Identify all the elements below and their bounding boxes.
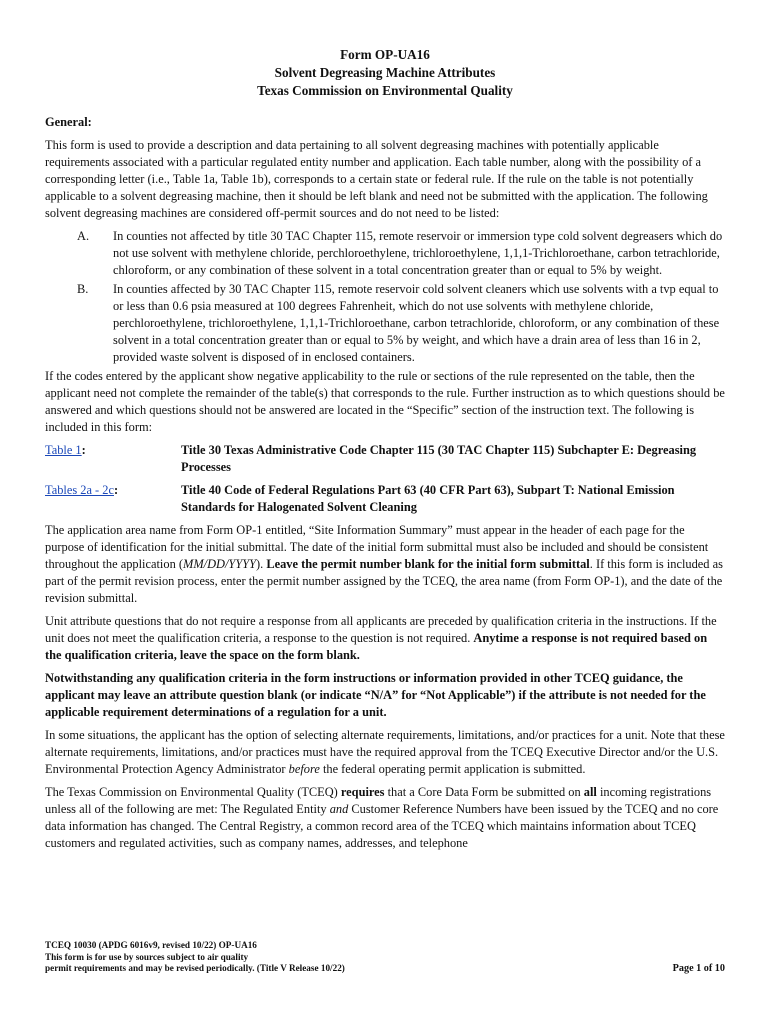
- area-name-text-2: ).: [256, 557, 267, 571]
- page-footer: [45, 940, 725, 975]
- alternate-requirements-paragraph: [45, 727, 725, 778]
- date-format: MM/DD/YYYY: [183, 557, 256, 571]
- core-bold-requires: requires: [340, 785, 385, 799]
- core-text-2: that a Core Data Form be submitted on: [384, 785, 584, 799]
- form-title-block: [45, 46, 725, 100]
- list-item-text: In counties affected by 30 TAC Chapter 115, remote reservoir cold solvent cleaners which use solvents with a tvp equal to or less than 0.6 psia measured at 100 degrees Fahrenheit, which do not use solvents with methylene chloride, perchloroethylene, trichloroethylene, 1,1,1-Trichloroethane, carbon tetrachloride, chloroform, or any combination of these solvent in a total concentration greater than or equal to 5% by weight, and which have a drain area of less than 16 in 2, provided waste solvent is disposed of in enclosed containers.: [113, 282, 720, 364]
- table-1-suffix: :: [81, 443, 86, 457]
- list-item: [45, 281, 725, 366]
- notwithstanding-paragraph: Notwithstanding any qualification criteria in the form instructions or information provided in other TCEQ guidance, the applicant may leave an attribute question blank (or indicate “N/A” for “Not Applicable”) if the attribute is not needed for the applicable requirement determinations of a regulation for a unit.: [45, 671, 706, 719]
- general-heading: General:: [45, 115, 92, 129]
- alternate-text-1: In some situations, the applicant has the option of selecting alternate requirements, limitations, and/or practices for a unit. Note that these alternate requirements, limitations, and/or practices must have the required approval from the TCEQ Executive Director and/or the U.S. Environmental Protection Agency Administrator: [45, 728, 725, 776]
- core-text-3: incoming registrations unless all of the following are met: The Regulated Entity: [45, 785, 712, 816]
- table-reference-2: [45, 482, 725, 516]
- negative-applicability-paragraph: If the codes entered by the applicant show negative applicability to the rule or sections of the rule represented on the table, then the applicant need not complete the remainder of the table(s) that corresponds to the rule. Further instruction as to which questions should be answered and which questions should not be answered are located in the “Specific” section of the instruction text. The following is included in this form:: [45, 369, 725, 434]
- agency-name: Texas Commission on Environmental Quality: [257, 83, 513, 98]
- list-item-letter: B.: [77, 282, 89, 296]
- footer-form-info: [45, 940, 345, 975]
- area-name-text-1: The application area name from Form OP-1 entitled, “Site Information Summary” must appear in the header of each page for the purpose of identification for the initial submittal. The date of the initial form submittal must also be included and should be consistent throughout the application (: [45, 523, 709, 571]
- unit-attribute-bold-text: Anytime a response is not required based on the qualification criteria, leave the space on the form blank.: [45, 631, 708, 662]
- permit-number-instruction: Leave the permit number blank for the initial form submittal: [266, 557, 590, 571]
- alternate-text-2: the federal operating permit application is submitted.: [319, 762, 586, 776]
- footer-line-3: permit requirements and may be revised periodically. (Title V Release 10/22): [45, 963, 345, 973]
- form-number: Form OP-UA16: [340, 47, 430, 62]
- off-permit-source-list: [45, 228, 725, 366]
- unit-attribute-text: Unit attribute questions that do not require a response from all applicants are preceded by qualification criteria in the instructions. If the unit does not meet the qualification criteria, a response to the question is not required.: [45, 614, 717, 645]
- unit-attribute-paragraph: [45, 613, 725, 664]
- list-item: [45, 228, 725, 279]
- form-title: Solvent Degreasing Machine Attributes: [274, 65, 496, 80]
- general-intro-paragraph: This form is used to provide a description and data pertaining to all solvent degreasing machines with potentially applicable requirements associated with a particular regulated entity number and application. Each table number, along with the possibility of a corresponding letter (i.e., Table 1a, Table 1b), corresponds to a certain state or federal rule. If the rule on the table is not potentially applicable to a solvent degreasing machine, then it should be left blank and need not be submitted with the application. The following solvent degreasing machines are considered off-permit sources and do not need to be listed:: [45, 138, 708, 220]
- area-name-text-3: . If this form is included as part of the permit revision process, enter the permit number assigned by the TCEQ, the area name (from Form OP-1), and the date of the revision submittal.: [45, 557, 723, 605]
- table-1-link[interactable]: Table 1: [45, 443, 82, 457]
- core-data-paragraph: [45, 784, 725, 852]
- tables-2-description: Title 40 Code of Federal Regulations Part 63 (40 CFR Part 63), Subpart T: National Emission Standards for Halogenated Solvent Cleaning: [181, 483, 675, 514]
- list-item-text: In counties not affected by title 30 TAC Chapter 115, remote reservoir or immersion type cold solvent degreasers which do not use solvent with methylene chloride, perchloroethylene, trichloroethylene, 1,1,1-Trichloroethane, carbon tetrachloride, chloroform, or any combination of these solvent in a total concentration greater than or equal to 5% by weight.: [113, 229, 723, 277]
- area-name-paragraph: [45, 522, 725, 607]
- tables-2-suffix: :: [113, 483, 119, 497]
- core-text-1: The Texas Commission on Environmental Quality (TCEQ): [45, 785, 341, 799]
- core-text-4: Customer Reference Numbers have been issued by the TCEQ and no core data information has changed. The Central Registry, a common record area of the TCEQ which maintains information about TCEQ customers and regulated activities, such as company names, addresses, and telephone: [45, 802, 719, 850]
- core-bold-all: all: [583, 785, 597, 799]
- core-italic-and: and: [329, 802, 349, 816]
- tables-2a-2c-link[interactable]: Tables 2a - 2c: [45, 483, 114, 497]
- footer-line-1: TCEQ 10030 (APDG 6016v9, revised 10/22) OP-UA16: [45, 940, 257, 950]
- page-number: Page 1 of 10: [672, 963, 725, 974]
- footer-line-2: This form is for use by sources subject to air quality: [45, 951, 249, 962]
- alternate-italic-text: before: [288, 762, 320, 776]
- table-1-description: Title 30 Texas Administrative Code Chapter 115 (30 TAC Chapter 115) Subchapter E: Degreasing Processes: [181, 443, 697, 474]
- list-item-letter: A.: [77, 229, 90, 243]
- table-reference-1: [45, 442, 725, 476]
